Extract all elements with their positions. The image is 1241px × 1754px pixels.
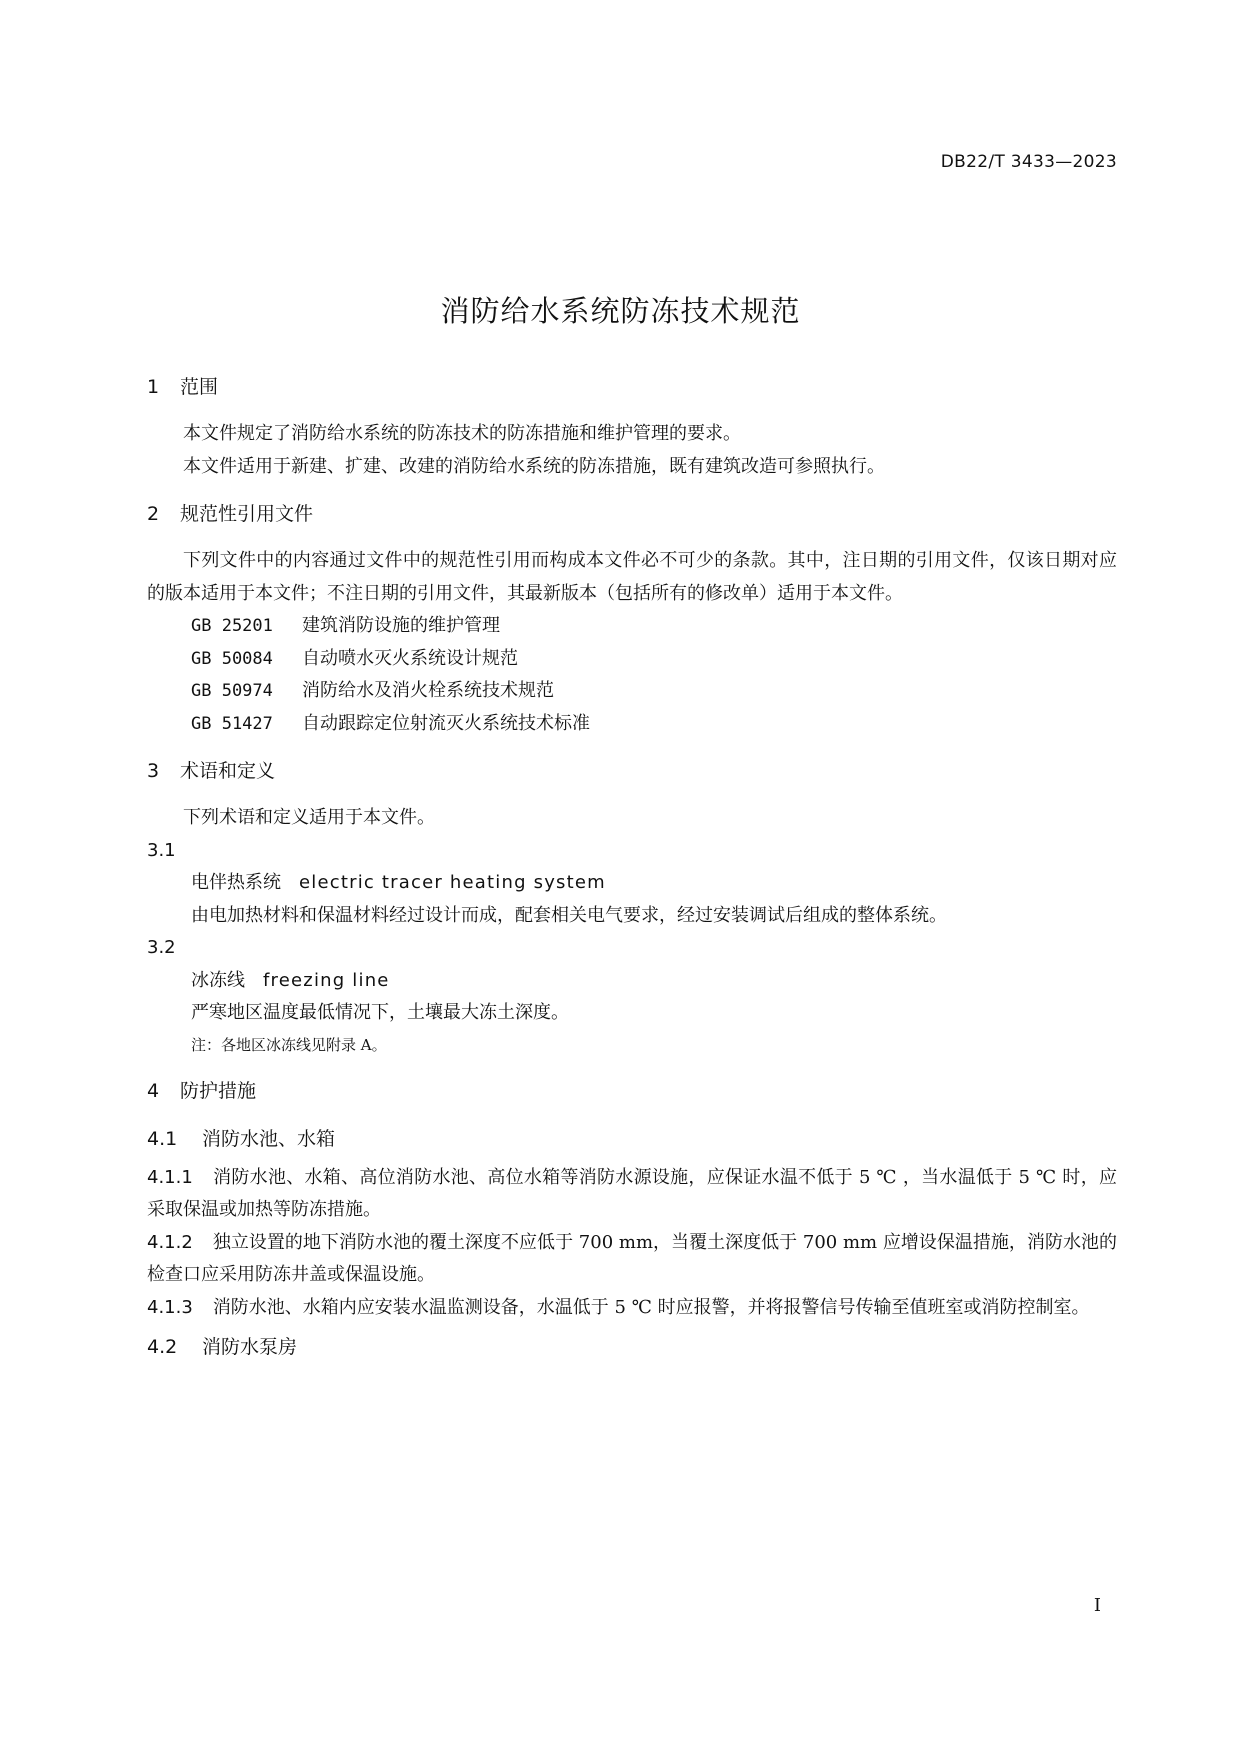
reference-item <box>147 675 1117 708</box>
section-number: 4 <box>147 1079 160 1102</box>
section-number: 2 <box>147 503 160 525</box>
subsection-number: 4.1 <box>147 1127 178 1150</box>
subsection-title: 消防水池、水箱 <box>202 1127 336 1150</box>
reference-code: GB 50084 <box>191 648 273 669</box>
clause-text: 消防水池、水箱内应安装水温监测设备，水温低于 5 ℃ 时应报警，并将报警信号传输至值班室或消防控制室。 <box>212 1296 1090 1318</box>
term-number: 3.1 <box>147 839 176 861</box>
reference-item <box>147 708 1117 741</box>
terms-intro: 下列术语和定义适用于本文件。 <box>183 807 435 828</box>
term-definition: 严寒地区温度最低情况下，土壤最大冻土深度。 <box>191 1002 569 1023</box>
clause-number: 4.1.2 <box>147 1231 193 1253</box>
term-name-en: freezing line <box>263 969 390 991</box>
section-2-heading <box>147 497 1117 531</box>
document-body <box>147 370 1117 1364</box>
scope-paragraph-2: 本文件适用于新建、扩建、改建的消防给水系统的防冻措施，既有建筑改造可参照执行。 <box>183 455 885 477</box>
reference-code: GB 51427 <box>191 713 273 734</box>
section-title: 规范性引用文件 <box>180 503 314 525</box>
reference-code: GB 25201 <box>191 616 273 636</box>
section-1-heading <box>147 370 1117 404</box>
term-note: 注：各地区冰冻线见附录 A。 <box>191 1035 387 1054</box>
section-title: 防护措施 <box>180 1079 257 1102</box>
reference-title: 自动喷水灭火系统设计规范 <box>302 647 518 669</box>
reference-item <box>147 610 1117 643</box>
clause-number: 4.1.1 <box>147 1166 193 1188</box>
term-definition: 由电加热材料和保温材料经过设计而成，配套相关电气要求，经过安装调试后组成的整体系统。 <box>191 904 947 926</box>
scope-paragraph-1: 本文件规定了消防给水系统的防冻技术的防冻措施和维护管理的要求。 <box>183 423 741 444</box>
clause-text: 独立设置的地下消防水池的覆土深度不应低于 700 mm，当覆土深度低于 700 mm 应增设保温措施，消防水池的检查口应采用防冻井盖或保温设施。 <box>147 1231 1117 1285</box>
term-name-en: electric tracer heating system <box>299 872 606 893</box>
references-intro: 下列文件中的内容通过文件中的规范性引用而构成本文件必不可少的条款。其中，注日期的引用文件，仅该日期对应的版本适用于本文件；不注日期的引用文件，其最新版本（包括所有的修改单）适用于本文件。 <box>147 550 1117 604</box>
reference-title: 消防给水及消火栓系统技术规范 <box>302 680 554 701</box>
term-name <box>147 867 1117 900</box>
reference-title: 建筑消防设施的维护管理 <box>302 615 500 636</box>
section-number: 1 <box>147 376 160 398</box>
section-3-heading <box>147 754 1117 788</box>
reference-code: GB 50974 <box>191 681 273 701</box>
term-name-zh: 电伴热系统 <box>191 872 281 893</box>
term-name-zh: 冰冻线 <box>191 969 245 991</box>
page-number: I <box>1093 1595 1101 1616</box>
term-number: 3.2 <box>147 937 176 958</box>
clause-4-1-3 <box>147 1292 1117 1325</box>
subsection-title: 消防水泵房 <box>202 1336 298 1358</box>
reference-item <box>147 643 1117 676</box>
section-title: 范围 <box>180 376 219 398</box>
document-code: DB22/T 3433—2023 <box>940 152 1117 172</box>
clause-number: 4.1.3 <box>147 1296 193 1318</box>
section-number: 3 <box>147 760 160 782</box>
reference-title: 自动跟踪定位射流灭火系统技术标准 <box>302 712 590 734</box>
clause-4-1-2 <box>147 1227 1117 1292</box>
clause-text: 消防水池、水箱、高位消防水池、高位水箱等消防水源设施，应保证水温不低于 5 ℃ ，当水温低于 5 ℃ 时，应采取保温或加热等防冻措施。 <box>147 1166 1117 1220</box>
subsection-number: 4.2 <box>147 1336 178 1358</box>
document-title: 消防给水系统防冻技术规范 <box>440 294 801 329</box>
subsection-4-1-heading <box>147 1122 1117 1156</box>
subsection-4-2-heading <box>147 1330 1117 1364</box>
section-4-heading <box>147 1074 1117 1108</box>
term-name <box>147 965 1117 998</box>
clause-4-1-1 <box>147 1162 1117 1227</box>
section-title: 术语和定义 <box>180 760 276 782</box>
